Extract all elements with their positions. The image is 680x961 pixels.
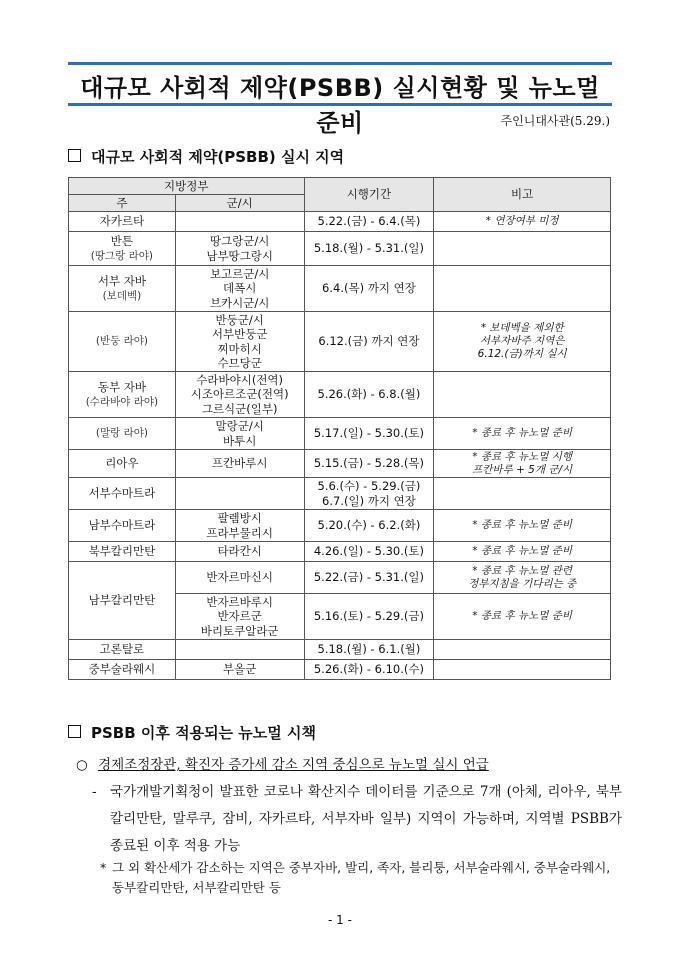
cell-city: 수라바야시(전역) 시조아르조군(전역) 그르식군(일부) (175, 372, 304, 418)
psbb-table (68, 177, 611, 680)
cell-remark (434, 266, 611, 312)
circle-bullet: ○ (76, 757, 88, 773)
paragraph-2 (92, 779, 622, 860)
cell-period: 5.20.(수) - 6.2.(화) (304, 510, 434, 542)
cell-remark: * 종료 후 뉴노멀 준비 (434, 510, 611, 542)
cell-province (69, 232, 176, 266)
province-name: 반튼 (110, 234, 133, 248)
cell-city: 프칸바루시 (175, 450, 304, 478)
province-name: 동부 자바 (97, 380, 146, 394)
section2-heading (68, 722, 316, 743)
cell-period: 4.26.(일) - 5.30.(토) (304, 542, 434, 562)
table-row (69, 372, 611, 418)
province-subregion: (보데벡) (102, 289, 142, 302)
cell-city: 팔렘방시 프라부물리시 (175, 510, 304, 542)
cell-city (175, 212, 304, 232)
province-subregion: (땅그랑 라야) (90, 249, 154, 262)
paragraph-1 (76, 753, 489, 773)
cell-city: 타라칸시 (175, 542, 304, 562)
cell-period: 5.22.(금) - 5.31.(일) (304, 562, 434, 594)
table-row (69, 510, 611, 542)
cell-province: 자카르타 (69, 212, 176, 232)
cell-period: 5.26.(화) - 6.8.(월) (304, 372, 434, 418)
title-top-rule (68, 62, 612, 65)
section2-heading-text: PSBB 이후 적용되는 뉴노멀 시책 (91, 724, 316, 742)
table-row (69, 450, 611, 478)
cell-period: 5.17.(일) - 5.30.(토) (304, 418, 434, 450)
section1-heading-text: 대규모 사회적 제약(PSBB) 실시 지역 (91, 148, 345, 166)
header-regency-city: 군/시 (175, 195, 304, 212)
cell-period: 5.6.(수) - 5.29.(금) 6.7.(일) 까지 연장 (304, 478, 434, 510)
source-line: 주인니대사관(5.29.) (500, 114, 610, 128)
cell-city: 부올군 (175, 660, 304, 680)
cell-province: (말랑 라야) (69, 418, 176, 450)
dash-bullet: - (92, 784, 97, 800)
cell-remark: * 종료 후 뉴노멀 시행 프칸바루 + 5개 군/시 (434, 450, 611, 478)
province-subregion: (수라바야 라야) (85, 395, 159, 408)
cell-period: 6.4.(목) 까지 연장 (304, 266, 434, 312)
cell-remark (434, 372, 611, 418)
cell-province: 서부수마트라 (69, 478, 176, 510)
cell-remark: * 연장여부 미정 (434, 212, 611, 232)
paragraph-1-text: 경제조정장관, 확진자 증가세 감소 지역 중심으로 뉴노멀 실시 언급 (98, 757, 489, 773)
table-row (69, 212, 611, 232)
table-row (69, 640, 611, 660)
cell-province: 고론탈로 (69, 640, 176, 660)
cell-province: 중부술라웨시 (69, 660, 176, 680)
table-row (69, 660, 611, 680)
paragraph-2-text: 국가개발기획청이 발표한 코로나 확산지수 데이터를 기준으로 7개 (아체, 리아우, 북부칼리만탄, 말루쿠, 잠비, 자카르타, 서부자바 일부) 지역이 가능하며, 지역별 PSBB가 종료된 이후 적용 가능 (110, 784, 622, 854)
cell-province (69, 266, 176, 312)
cell-province (69, 372, 176, 418)
cell-remark (434, 478, 611, 510)
cell-province: (반둥 라야) (69, 312, 176, 372)
cell-remark (434, 640, 611, 660)
cell-city (175, 640, 304, 660)
header-period: 시행기간 (304, 178, 434, 212)
checkbox-bullet-icon (68, 149, 81, 162)
cell-remark: * 종료 후 뉴노멀 관련 정부지침을 기다리는 중 (434, 562, 611, 594)
cell-period: 5.18.(월) - 6.1.(월) (304, 640, 434, 660)
paragraph-3-text: 그 외 확산세가 감소하는 지역은 중부자바, 발리, 족자, 블리퉁, 서부술라웨시, 중부술라웨시, 동부칼리만탄, 서부칼리만탄 등 (112, 860, 611, 895)
table-row (69, 418, 611, 450)
table-row (69, 542, 611, 562)
province-name: 서부 자바 (97, 274, 146, 288)
cell-period: 5.16.(토) - 5.29.(금) (304, 594, 434, 640)
page-title: 대규모 사회적 제약(PSBB) 실시현황 및 뉴노멀 준비 (80, 74, 600, 137)
table-row (69, 562, 611, 594)
cell-city: 땅그랑군/시 남부땅그랑시 (175, 232, 304, 266)
header-province: 주 (69, 195, 176, 212)
page-number: - 1 - (328, 913, 352, 927)
cell-city: 반자르마신시 (175, 562, 304, 594)
table-row (69, 232, 611, 266)
cell-city: 말랑군/시 바투시 (175, 418, 304, 450)
title-bottom-rule (68, 103, 612, 106)
cell-city: 반자르바루시 반자르군 바리토쿠알라군 (175, 594, 304, 640)
paragraph-3 (100, 858, 620, 898)
cell-period: 6.12.(금) 까지 연장 (304, 312, 434, 372)
cell-period: 5.15.(금) - 5.28.(목) (304, 450, 434, 478)
cell-remark: * 종료 후 뉴노멀 준비 (434, 594, 611, 640)
header-remarks: 비고 (434, 178, 611, 212)
table-row (69, 312, 611, 372)
cell-province: 남부칼리만탄 (69, 562, 176, 640)
asterisk-bullet: * (100, 860, 107, 875)
cell-period: 5.22.(금) - 6.4.(목) (304, 212, 434, 232)
cell-remark (434, 232, 611, 266)
cell-period: 5.26.(화) - 6.10.(수) (304, 660, 434, 680)
cell-province: 북부칼리만탄 (69, 542, 176, 562)
table-row (69, 478, 611, 510)
cell-remark (434, 660, 611, 680)
section1-heading (68, 146, 344, 167)
checkbox-bullet-icon (68, 725, 81, 738)
cell-city: 보고르군/시 데폭시 브카시군/시 (175, 266, 304, 312)
table-row (69, 266, 611, 312)
cell-city: 반둥군/시 서부반둥군 찌마히시 수므당군 (175, 312, 304, 372)
cell-province: 리아우 (69, 450, 176, 478)
cell-remark: * 보데벡을 제외한 서부자바주 지역은 6.12.(금)까지 실시 (434, 312, 611, 372)
cell-period: 5.18.(월) - 5.31.(일) (304, 232, 434, 266)
cell-remark: * 종료 후 뉴노멀 준비 (434, 542, 611, 562)
cell-remark: * 종료 후 뉴노멀 준비 (434, 418, 611, 450)
header-local-gov: 지방정부 (69, 178, 305, 195)
cell-city (175, 478, 304, 510)
cell-province: 남부수마트라 (69, 510, 176, 542)
